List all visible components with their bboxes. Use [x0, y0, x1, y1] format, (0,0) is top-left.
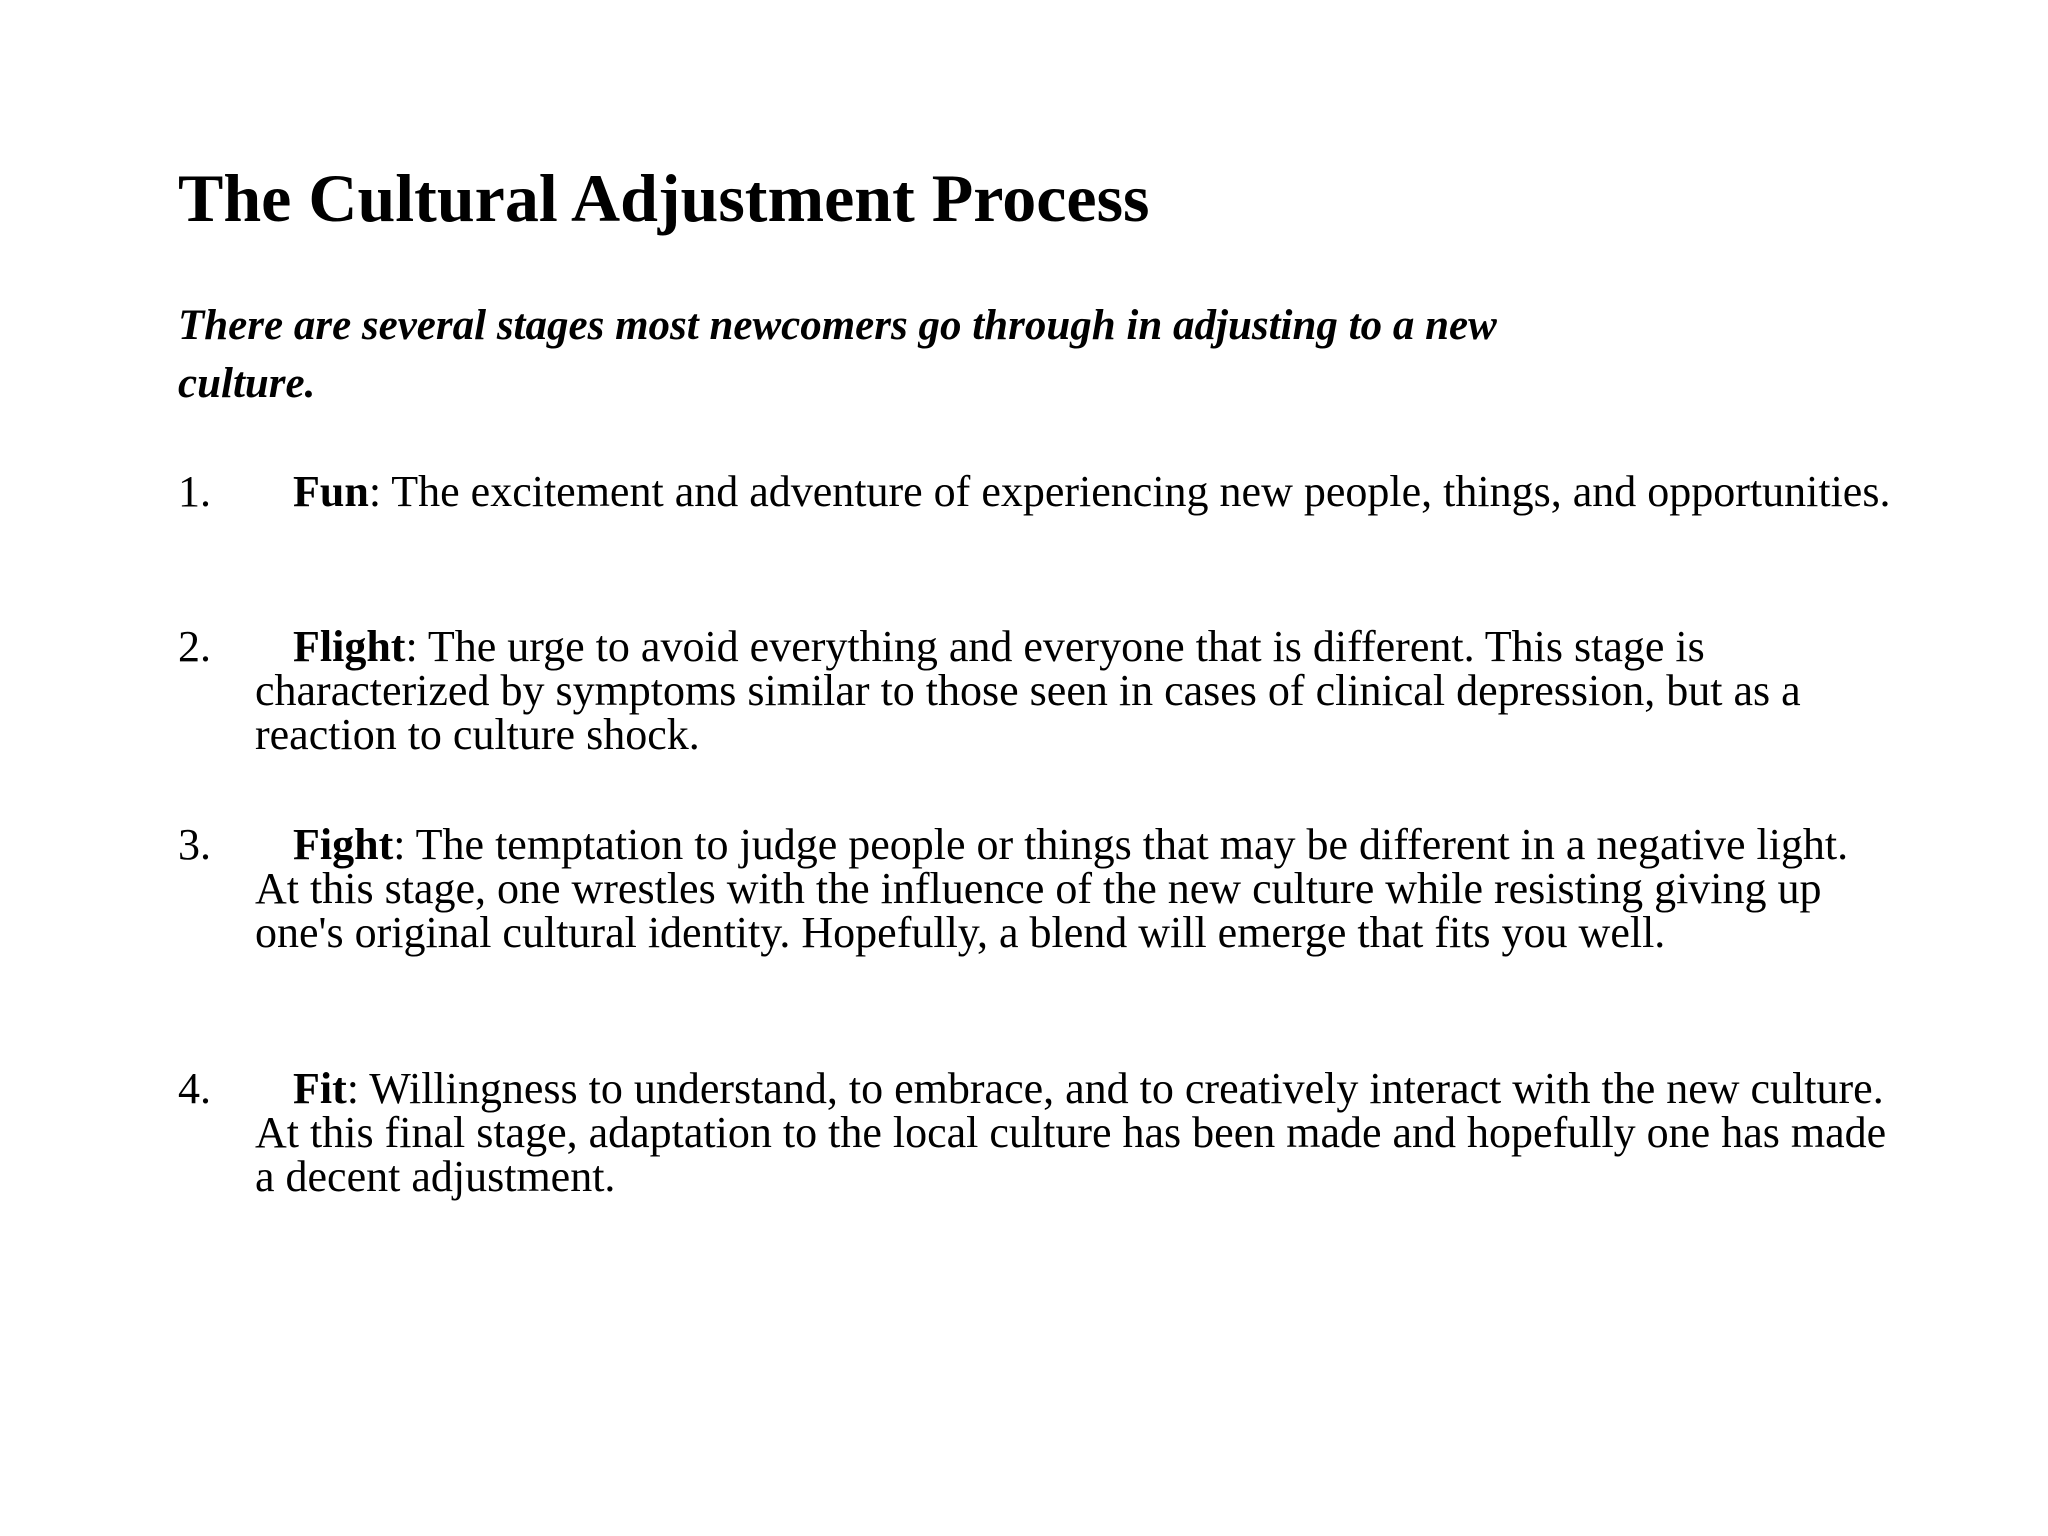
stage-separator: : — [368, 467, 382, 516]
stage-description: Willingness to understand, to embrace, and to creatively interact with the new culture. At this final stage, adaptation to the local culture has been made and hopefully one has made a decent adjustment. — [255, 1064, 1887, 1201]
stage-item-flight — [178, 622, 1898, 759]
stage-number: 2. — [178, 622, 211, 671]
stage-text — [255, 622, 1895, 759]
page-title: The Cultural Adjustment Process — [178, 160, 1150, 236]
stage-item-fun — [178, 467, 1898, 516]
stage-name: Fun — [293, 467, 369, 516]
stage-text — [255, 467, 1895, 516]
stage-description: The excitement and adventure of experiencing new people, things, and opportunities. — [381, 467, 1891, 516]
page-subtitle: There are several stages most newcomers go through in adjusting to a new culture. — [178, 302, 1497, 407]
stage-number: 3. — [178, 820, 211, 869]
stage-number: 1. — [178, 467, 211, 516]
stage-separator: : — [393, 820, 406, 869]
stage-number: 4. — [178, 1064, 211, 1113]
stage-name: Fit — [293, 1064, 347, 1113]
stage-description: The temptation to judge people or things that may be different in a negative light. At this stage, one wrestles with the influence of the new culture while resisting giving up one's original cultural identity. Hopefully, a blend will emerge that fits you well. — [255, 820, 1849, 957]
stage-item-fit — [178, 1064, 1898, 1201]
stage-description: The urge to avoid everything and everyone that is different. This stage is characterized by symptoms similar to those seen in cases of clinical depression, but as a reaction to culture shock. — [255, 622, 1801, 759]
stage-separator: : — [405, 622, 418, 671]
stage-separator: : — [346, 1064, 359, 1113]
stage-text — [255, 820, 1895, 957]
stage-name: Flight — [293, 622, 406, 671]
stage-item-fight — [178, 820, 1898, 957]
stage-name: Fight — [293, 820, 394, 869]
stage-text — [255, 1064, 1895, 1201]
